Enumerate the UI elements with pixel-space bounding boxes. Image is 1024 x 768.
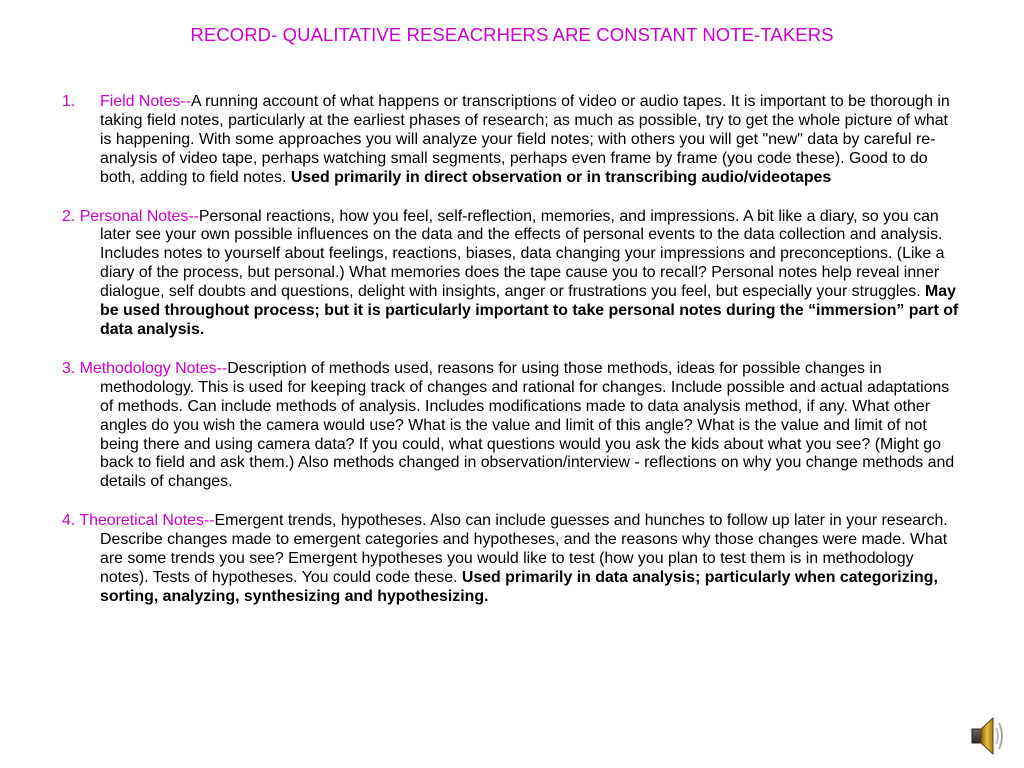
item-heading: Personal Notes--	[79, 207, 199, 225]
item-emphasis: Used primarily in data analysis; particularly when categorizing, sorting, analyzing, synthesizing and hypothesizing.	[100, 568, 938, 605]
item-heading: Theoretical Notes--	[79, 512, 215, 530]
list-item-theoretical-notes	[62, 512, 962, 607]
list-item-field-notes	[62, 93, 962, 188]
speaker-icon[interactable]	[968, 712, 1004, 760]
item-emphasis: May be used throughout process; but it is particularly important to take personal notes during the “immersion” part of data analysis.	[100, 283, 959, 338]
item-number: 4.	[62, 512, 76, 530]
item-text: Personal reactions, how you feel, self-reflection, memories, and impressions. A bit like a diary, so you can later see your own possible influences on the data and the effects of personal events to the data collection and analysis. Includes notes to yourself about feelings, reactions, biases, data changing your impressions and preconceptions. (Like a diary of the process, but personal.) What memories does the tape cause you to recall? Personal notes help reveal inner dialogue, self doubts and questions, delight with insights, anger or frustrations you feel, but especially your struggles.	[100, 207, 945, 301]
item-heading: Field Notes--	[100, 93, 191, 110]
item-number: 1.	[62, 93, 76, 110]
item-text: Description of methods used, reasons for using those methods, ideas for possible changes in methodology. This is used for keeping track of changes and rational for changes. Include possible and actual adaptations of methods. Can include methods of analysis. Includes modifications made to data analysis method, if any. What other angles do you wish the camera would use? What is the value and limit of this angle? What is the value and limit of not being there and using camera data? If you could, what questions would you ask the kids about what you see? (Might go back to field and ask them.) Also methods changed in observation/interview - reflections on why you change methods and details of changes.	[100, 359, 955, 491]
notes-list	[62, 93, 962, 627]
slide-title: RECORD- QUALITATIVE RESEACRHERS ARE CONSTANT NOTE-TAKERS	[190, 24, 834, 45]
item-heading: Methodology Notes--	[79, 359, 228, 377]
item-number: 3.	[62, 359, 76, 377]
speaker-icon-graphic	[968, 712, 1004, 760]
list-item-personal-notes	[62, 208, 962, 340]
item-number: 2.	[62, 207, 76, 225]
list-item-methodology-notes	[62, 360, 962, 492]
item-text: Emergent trends, hypotheses. Also can include guesses and hunches to follow up later in your research. Describe changes made to emergent categories and hypotheses, and the reasons why those changes were made. What are some trends you see? Emergent hypotheses you would like to test (how you plan to test them is in methodology notes). Tests of hypotheses. You could code these.	[100, 512, 948, 586]
item-text: A running account of what happens or transcriptions of video or audio tapes. It is important to be thorough in taking field notes, particularly at the earliest phases of research; as much as possible, try to get the whole picture of what is happening. With some approaches you will analyze your field notes; with others you will get "new" data by careful re-analysis of video tape, perhaps watching small segments, perhaps even frame by frame (you code these). Good to do both, adding to field notes.	[100, 93, 950, 186]
item-emphasis: Used primarily in direct observation or in transcribing audio/videotapes	[290, 168, 832, 186]
